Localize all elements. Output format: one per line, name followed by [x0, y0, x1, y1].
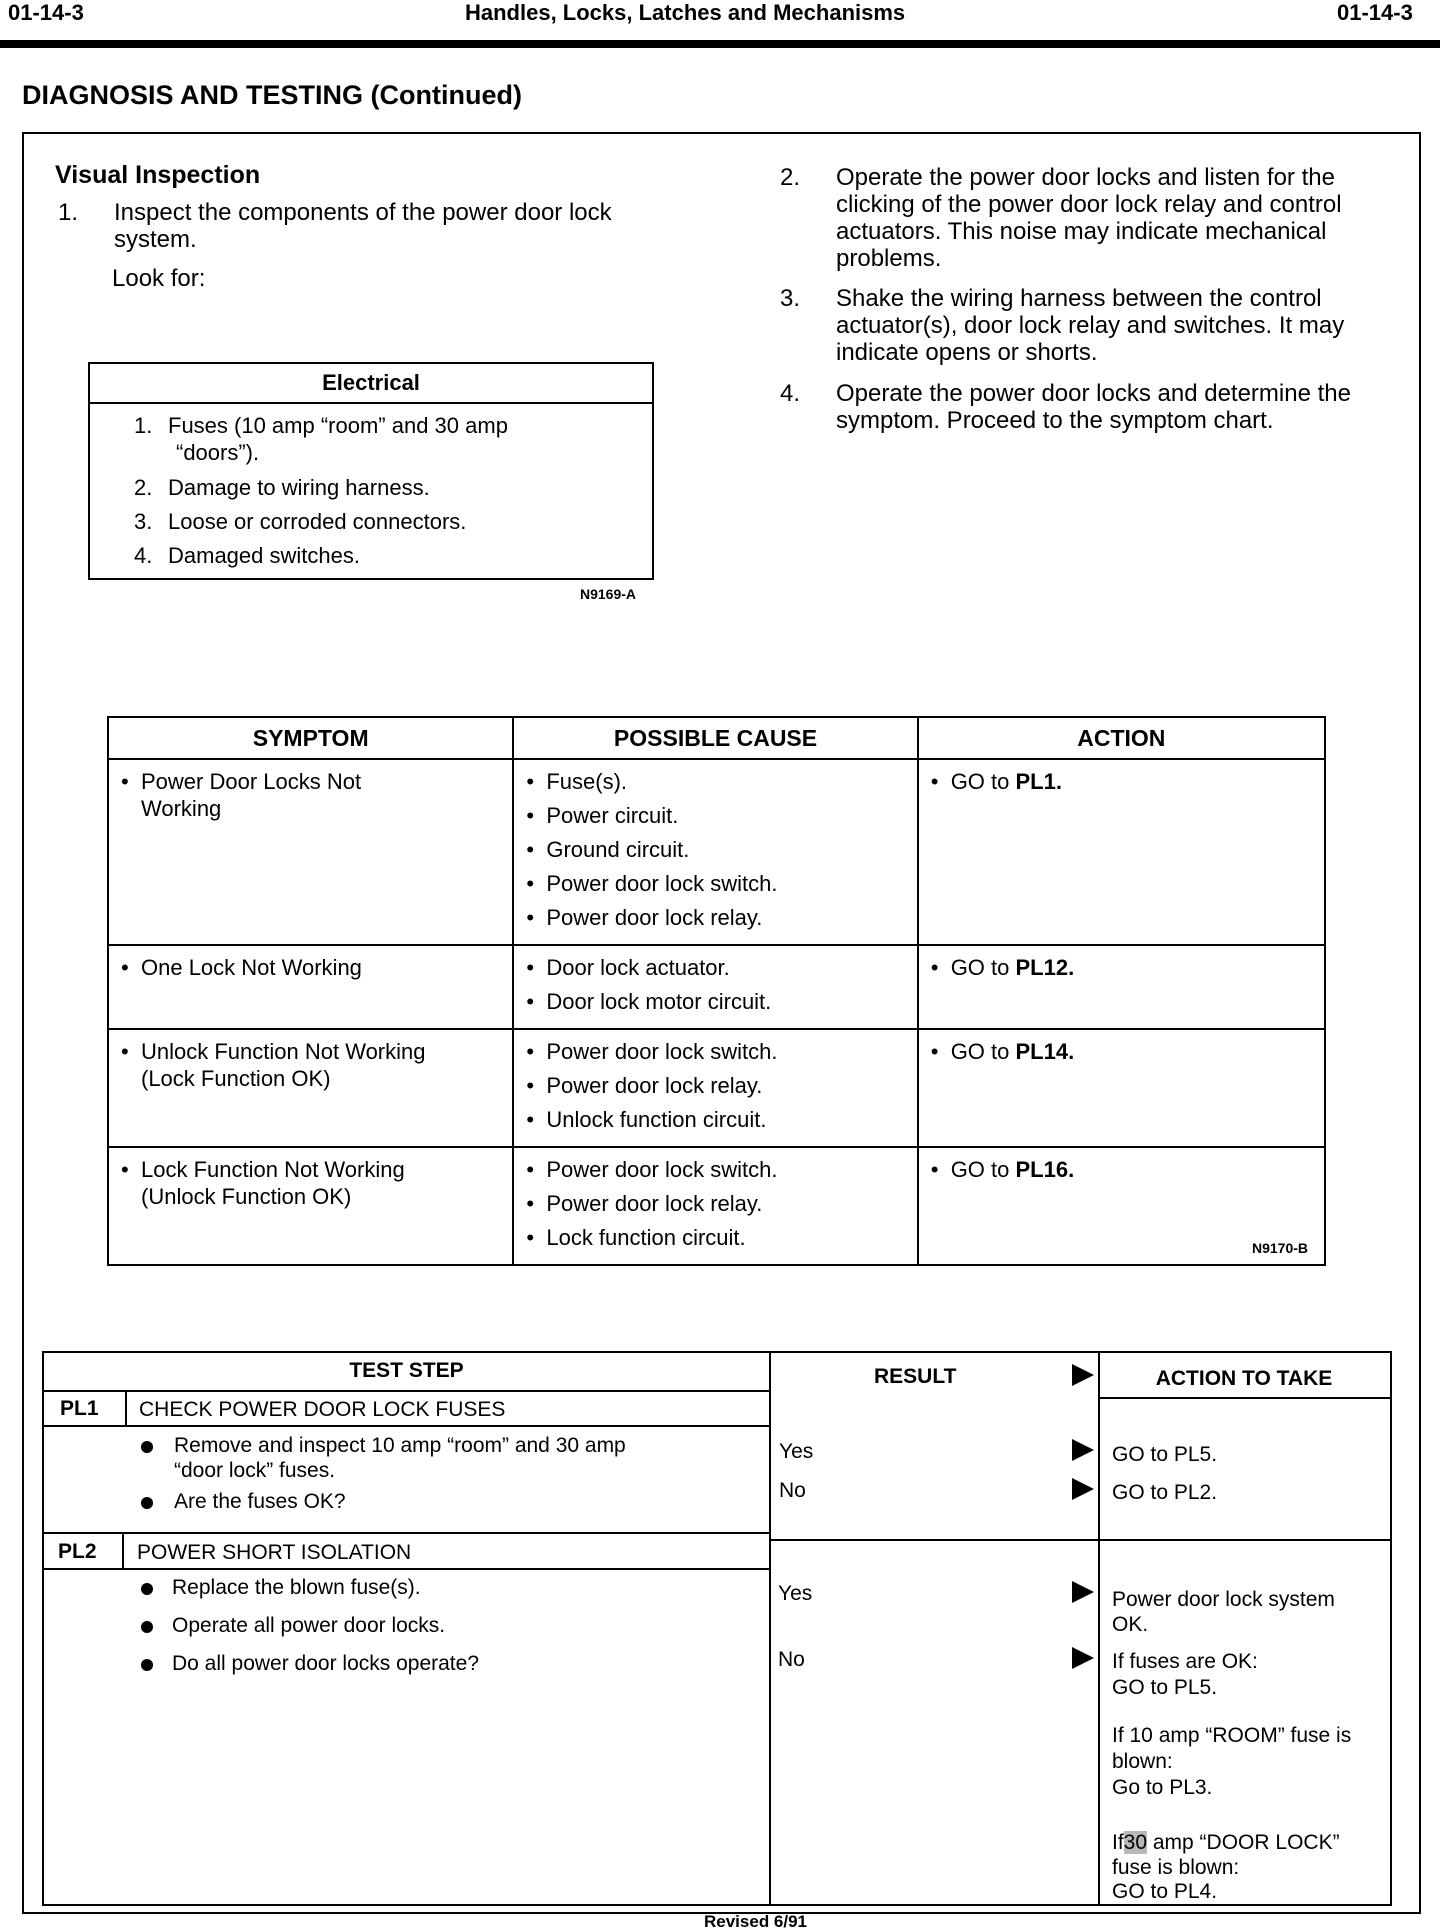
action-text: If fuses are OK:	[1112, 1650, 1258, 1673]
action-text: If 10 amp “ROOM” fuse is	[1112, 1724, 1352, 1747]
header-test-step: TEST STEP	[349, 1359, 464, 1382]
bullet-icon	[141, 1621, 153, 1633]
symptom-chart-header	[108, 717, 1325, 759]
item-number: 2.	[134, 475, 153, 500]
action-ref: PL14.	[1015, 1039, 1075, 1064]
cause-item: • Ground circuit.	[524, 836, 906, 863]
item-text-cont: “doors”).	[176, 440, 260, 465]
table-row	[108, 1147, 1325, 1265]
step-text-line-1: Inspect the components of the power door lock	[114, 199, 612, 226]
visual-inspection-heading: Visual Inspection	[55, 161, 261, 189]
chapter-title: Handles, Locks, Latches and Mechanisms	[465, 0, 906, 25]
step-text: actuator(s), door lock relay and switches. It may	[836, 312, 1345, 339]
cause-item: • Door lock motor circuit.	[524, 988, 906, 1015]
test-step-instruction: Remove and inspect 10 amp “room” and 30 amp	[174, 1434, 626, 1457]
symptom-text: (Unlock Function OK)	[141, 1184, 352, 1209]
step-text: Operate the power door locks and determine the	[836, 380, 1351, 407]
action-text-part: amp “DOOR LOCK”	[1152, 1831, 1340, 1854]
action-text: GO to PL4.	[1112, 1880, 1218, 1903]
test-step-question: Do all power door locks operate?	[172, 1652, 480, 1675]
test-step-question: Are the fuses OK?	[174, 1490, 346, 1513]
action-text	[1112, 1831, 1340, 1855]
test-step-id: PL2	[58, 1540, 97, 1563]
row-divider	[44, 1568, 769, 1570]
arrow-right-icon	[1072, 1647, 1094, 1669]
action-text: GO to	[950, 769, 1016, 794]
arrow-right-icon	[1072, 1364, 1094, 1386]
cause-item: • Fuse(s).	[524, 768, 906, 795]
arrow-right-icon	[1072, 1581, 1094, 1603]
item-number: 4.	[134, 543, 153, 568]
symptom-text: Unlock Function Not Working	[141, 1039, 426, 1064]
cause-cell	[513, 759, 917, 945]
result-yes: Yes	[779, 1440, 814, 1463]
action-cell	[918, 945, 1325, 1029]
symptom-cell	[108, 945, 513, 1029]
item-text: Fuses (10 amp “room” and 30 amp	[168, 413, 508, 438]
step-text: clicking of the power door lock relay and control	[836, 191, 1342, 218]
step-text: Operate the power door locks and listen for the	[836, 164, 1335, 191]
test-step-id: PL1	[60, 1397, 99, 1420]
row-divider	[44, 1532, 769, 1534]
result-no: No	[778, 1648, 805, 1671]
action-text: GO to PL5.	[1112, 1443, 1218, 1466]
highlighted-value: 30	[1123, 1831, 1148, 1854]
action-text: GO to PL5.	[1112, 1676, 1218, 1699]
symptom-text: Lock Function Not Working	[141, 1157, 405, 1182]
bullet-icon	[141, 1583, 153, 1595]
inspection-step-1	[58, 199, 698, 259]
item-text: Damaged switches.	[168, 543, 360, 568]
inspection-step-3	[780, 285, 1400, 370]
column-divider	[769, 1353, 771, 1904]
step-text: Shake the wiring harness between the control	[836, 285, 1322, 312]
column-header-action: ACTION	[918, 717, 1325, 759]
symptom-text: (Lock Function OK)	[141, 1066, 331, 1091]
arrow-right-icon	[1072, 1439, 1094, 1461]
action-text: Go to PL3.	[1112, 1776, 1213, 1799]
result-yes: Yes	[778, 1582, 813, 1605]
column-divider	[1098, 1353, 1100, 1904]
row-divider	[44, 1425, 769, 1427]
cause-item: • Power circuit.	[524, 802, 906, 829]
symptom-text: • One Lock Not Working	[119, 954, 502, 981]
item-text: Damage to wiring harness.	[168, 475, 430, 500]
action-ref: PL1.	[1015, 769, 1062, 794]
action-text: blown:	[1112, 1750, 1173, 1773]
step-number: 2.	[780, 164, 801, 191]
cause-cell	[513, 1147, 917, 1265]
action-text: Power door lock system	[1112, 1588, 1335, 1611]
symptom-cell	[108, 1029, 513, 1147]
section-title: DIAGNOSIS AND TESTING (Continued)	[22, 80, 522, 110]
step-number: 4.	[780, 380, 801, 407]
id-divider	[125, 1392, 127, 1425]
step-number: 1.	[58, 199, 79, 226]
electrical-checklist	[88, 362, 654, 580]
inspection-step-2	[780, 164, 1400, 274]
header-action-to-take: ACTION TO TAKE	[1155, 1367, 1333, 1390]
table-row	[108, 759, 1325, 945]
action-ref: PL12.	[1015, 955, 1075, 980]
action-cell	[918, 1029, 1325, 1147]
result-no: No	[779, 1479, 806, 1502]
cause-item: • Power door lock switch.	[524, 870, 906, 897]
action-text-part: If	[1112, 1831, 1124, 1854]
cause-item: • Lock function circuit.	[524, 1224, 906, 1251]
test-step-instruction: “door lock” fuses.	[174, 1459, 336, 1482]
electrical-heading: Electrical	[90, 364, 652, 404]
row-divider	[1098, 1539, 1390, 1541]
symptom-cell	[108, 759, 513, 945]
table-row	[108, 945, 1325, 1029]
cause-cell	[513, 1029, 917, 1147]
column-header-symptom: SYMPTOM	[108, 717, 513, 759]
item-number: 1.	[134, 413, 153, 438]
header-rule	[0, 40, 1440, 48]
item-number: 3.	[134, 509, 153, 534]
page-number-right: 01-14-3	[1337, 0, 1413, 25]
row-divider	[769, 1539, 1098, 1541]
cause-cell	[513, 945, 917, 1029]
inspection-step-4	[780, 380, 1400, 440]
action-text: GO to	[950, 1039, 1016, 1064]
cause-item: • Unlock function circuit.	[524, 1106, 906, 1133]
action-text: OK.	[1112, 1613, 1149, 1636]
page-number-left: 01-14-3	[8, 0, 84, 25]
bullet-icon	[141, 1441, 153, 1453]
step-text: indicate opens or shorts.	[836, 339, 1098, 366]
action-text: GO to	[950, 955, 1016, 980]
step-text: actuators. This noise may indicate mechanical	[836, 218, 1327, 245]
test-step-instruction: Replace the blown fuse(s).	[172, 1576, 421, 1599]
cause-item: • Power door lock relay.	[524, 904, 906, 931]
figure-code-symptom: N9170-B	[1252, 1240, 1309, 1256]
symptom-text: Working	[141, 796, 222, 821]
cause-item: • Power door lock relay.	[524, 1072, 906, 1099]
cause-item: • Power door lock switch.	[524, 1038, 906, 1065]
bullet-icon	[141, 1497, 153, 1509]
action-ref: PL16.	[1015, 1157, 1075, 1182]
action-text: fuse is blown:	[1112, 1856, 1240, 1879]
step-number: 3.	[780, 285, 801, 312]
bullet-icon	[141, 1659, 153, 1671]
id-divider	[122, 1534, 124, 1568]
cause-item: • Power door lock relay.	[524, 1190, 906, 1217]
step-text: symptom. Proceed to the symptom chart.	[836, 407, 1274, 434]
item-text: Loose or corroded connectors.	[168, 509, 467, 534]
table-row	[108, 1029, 1325, 1147]
look-for-label: Look for:	[112, 265, 206, 292]
header-result: RESULT	[874, 1365, 957, 1388]
test-step-instruction: Operate all power door locks.	[172, 1614, 446, 1637]
row-divider	[1098, 1397, 1390, 1399]
symptom-chart	[107, 716, 1326, 1266]
action-text: GO to PL2.	[1112, 1481, 1218, 1504]
action-text: GO to	[950, 1157, 1016, 1182]
cause-item: • Door lock actuator.	[524, 954, 906, 981]
step-text: problems.	[836, 245, 942, 272]
test-step-chart	[42, 1351, 1392, 1906]
figure-code-electrical: N9169-A	[580, 586, 637, 602]
row-divider	[44, 1390, 769, 1392]
test-step-title: CHECK POWER DOOR LOCK FUSES	[139, 1398, 506, 1421]
step-text-line-2: system.	[114, 226, 197, 253]
symptom-cell	[108, 1147, 513, 1265]
column-header-cause: POSSIBLE CAUSE	[513, 717, 917, 759]
symptom-text: Power Door Locks Not	[141, 769, 362, 794]
test-step-title: POWER SHORT ISOLATION	[137, 1541, 412, 1564]
arrow-right-icon	[1072, 1478, 1094, 1500]
revision-footer: Revised 6/91	[704, 1912, 808, 1931]
cause-item: • Power door lock switch.	[524, 1156, 906, 1183]
action-cell	[918, 759, 1325, 945]
